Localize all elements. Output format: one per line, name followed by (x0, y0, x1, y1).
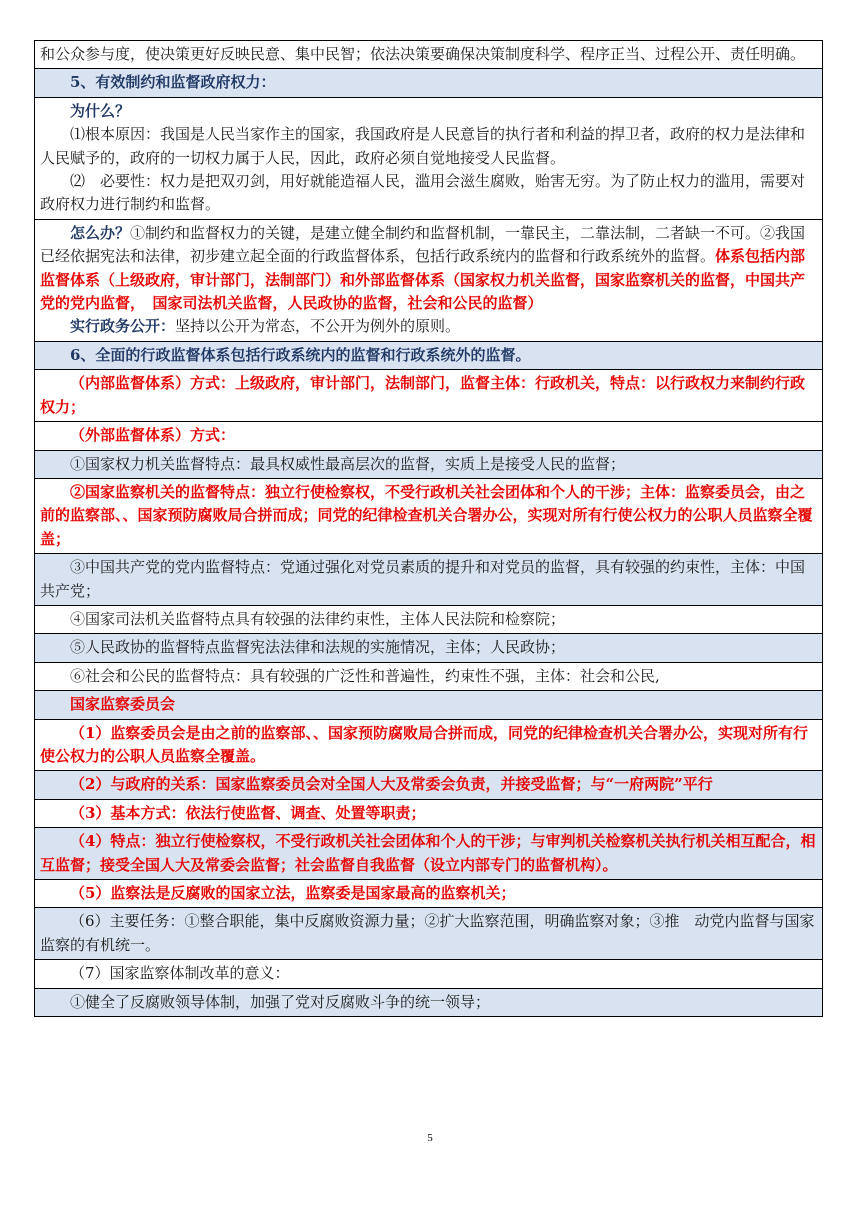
table-cell (35, 691, 823, 719)
table-row (35, 450, 823, 478)
paragraph: ①健全了反腐败领导体制，加强了党对反腐败斗争的统一领导； (70, 992, 491, 1011)
paragraph (40, 315, 816, 338)
table-row (35, 719, 823, 771)
table-row (35, 69, 823, 97)
table-cell (35, 960, 823, 988)
table-row (35, 41, 823, 69)
paragraph: ④国家司法机关监督特点具有较强的法律约束性，主体人民法院和检察院； (70, 609, 566, 628)
table-cell (35, 634, 823, 662)
table-cell (35, 988, 823, 1016)
paragraph: ①国家权力机关监督特点：最具权威性最高层次的监督，实质上是接受人民的监督； (70, 454, 626, 473)
table-cell (35, 450, 823, 478)
section-heading-cell (35, 341, 823, 369)
emphasis-text: （2）与政府的关系：国家监察委员会对全国人大及常委会负责，并接受监督；与“一府两院”平行 (70, 775, 713, 794)
table-row (35, 799, 823, 827)
table-row (35, 988, 823, 1016)
subheading-open-affairs: 实行政务公开： (70, 317, 176, 336)
emphasis-text: （4）特点：独立行使检察权，不受行政机关社会团体和个人的干涉；与审判机关检察机关执行机关相互配合，相互监督；接受全国人大及常委会监督；社会监督自我监督（设立内部专门的监督机构）。 (40, 832, 816, 874)
paragraph: 和公众参与度，使决策更好反映民意、集中民智；依法决策要确保决策制度科学、程序正当、过程公开、责任明确。 (40, 45, 806, 63)
emphasis-text: （3）基本方式：依法行使监督、调查、处置等职责； (70, 803, 426, 822)
paragraph-text: 坚持以公开为常态，不公开为例外的原则。 (175, 317, 461, 336)
table-cell (35, 219, 823, 341)
paragraph-text: ①制约和监督权力的关键，是建立健全制约和监督机制，一靠民主，二靠法制，二者缺一不可。②我国已经依据宪法和法律，初步建立起全面的行政监督体系，包括行政系统内的监督和行政系统外的监督。 (40, 223, 806, 266)
table-row (35, 880, 823, 908)
paragraph (40, 222, 816, 316)
table-cell (35, 880, 823, 908)
table-row (35, 828, 823, 880)
table-row (35, 691, 823, 719)
paragraph: ⑵ 必要性：权力是把双刃剑，用好就能造福人民，滥用会滋生腐败，贻害无穷。为了防止权力的滥用，需要对政府权力进行制约和监督。 (40, 172, 806, 214)
table-row (35, 662, 823, 690)
emphasis-text: （内部监督体系）方式：上级政府，审计部门，法制部门，监督主体：行政机关，特点：以行政权力来制约行政权力； (40, 374, 806, 416)
paragraph: ③中国共产党的党内监督特点：党通过强化对党员素质的提升和对党员的监督，具有较强的约束性，主体：中国共产党； (40, 558, 806, 600)
table-row (35, 341, 823, 369)
table-cell (35, 97, 823, 219)
table-cell (35, 719, 823, 771)
table-row (35, 219, 823, 341)
emphasis-text: ②国家监察机关的监督特点：独立行使检察权，不受行政机关社会团体和个人的干涉；主体：监察委员会，由之前的监察部、、国家预防腐败局合拼而成；同党的纪律检查机关合署办公，实现对所有行使公权力的公职人员监察全覆盖； (40, 482, 813, 548)
table-row (35, 634, 823, 662)
paragraph: ⑤人民政协的监督特点监督宪法法律和法规的实施情况，主体；人民政协； (70, 638, 566, 657)
emphasis-text: （5）监察法是反腐败的国家立法，监察委是国家最高的监察机关； (70, 884, 516, 902)
table-row (35, 554, 823, 606)
table-cell (35, 478, 823, 553)
subheading-why: 为什么？ (70, 101, 131, 120)
table-cell (35, 554, 823, 606)
table-cell (35, 771, 823, 799)
table-cell (35, 422, 823, 450)
table-cell (35, 662, 823, 690)
emphasis-text: 体系包括内部监督体系（上级政府，审计部门，法制部门）和外部监督体系（国家权力机关监督，国家监察机关的监督，中国共产党的党内监督， 国家司法机关监督，人民政协的监督，社会和公民的监督） (40, 247, 806, 313)
table-cell (35, 41, 823, 69)
page-number: 5 (427, 1132, 433, 1144)
emphasis-text: （1）监察委员会是由之前的监察部、、国家预防腐败局合拼而成，同党的纪律检查机关合署办公，实现对所有行使公权力的公职人员监察全覆盖。 (40, 723, 808, 765)
paragraph: ⑥社会和公民的监督特点：具有较强的广泛性和普遍性，约束性不强，主体：社会和公民, (70, 666, 660, 685)
table-cell (35, 908, 823, 960)
table-cell (35, 828, 823, 880)
table-cell (35, 370, 823, 422)
table-row (35, 97, 823, 219)
section-heading-cell (35, 69, 823, 97)
table-cell (35, 799, 823, 827)
table-row (35, 960, 823, 988)
table-cell (35, 605, 823, 633)
table-row (35, 908, 823, 960)
table-row (35, 605, 823, 633)
paragraph: （7）国家监察体制改革的意义： (70, 964, 290, 983)
table-row (35, 370, 823, 422)
emphasis-heading: 国家监察委员会 (70, 695, 176, 714)
section-heading: 6、全面的行政监督体系包括行政系统内的监督和行政系统外的监督。 (70, 345, 531, 364)
notes-table (34, 40, 823, 1017)
table-row (35, 422, 823, 450)
emphasis-text: （外部监督体系）方式： (70, 426, 236, 445)
section-heading: 5、有效制约和监督政府权力： (70, 73, 276, 92)
table-row (35, 478, 823, 553)
paragraph: （6）主要任务：①整合职能，集中反腐败资源力量；②扩大监察范围，明确监察对象；③推 动党内监督与国家监察的有机统一。 (40, 912, 815, 954)
subheading-how: 怎么办？ (70, 223, 131, 242)
table-row (35, 771, 823, 799)
paragraph: ⑴根本原因：我国是人民当家作主的国家，我国政府是人民意旨的执行者和利益的捍卫者，政府的权力是法律和人民赋予的，政府的一切权力属于人民，因此，政府必须自觉地接受人民监督。 (40, 125, 806, 167)
